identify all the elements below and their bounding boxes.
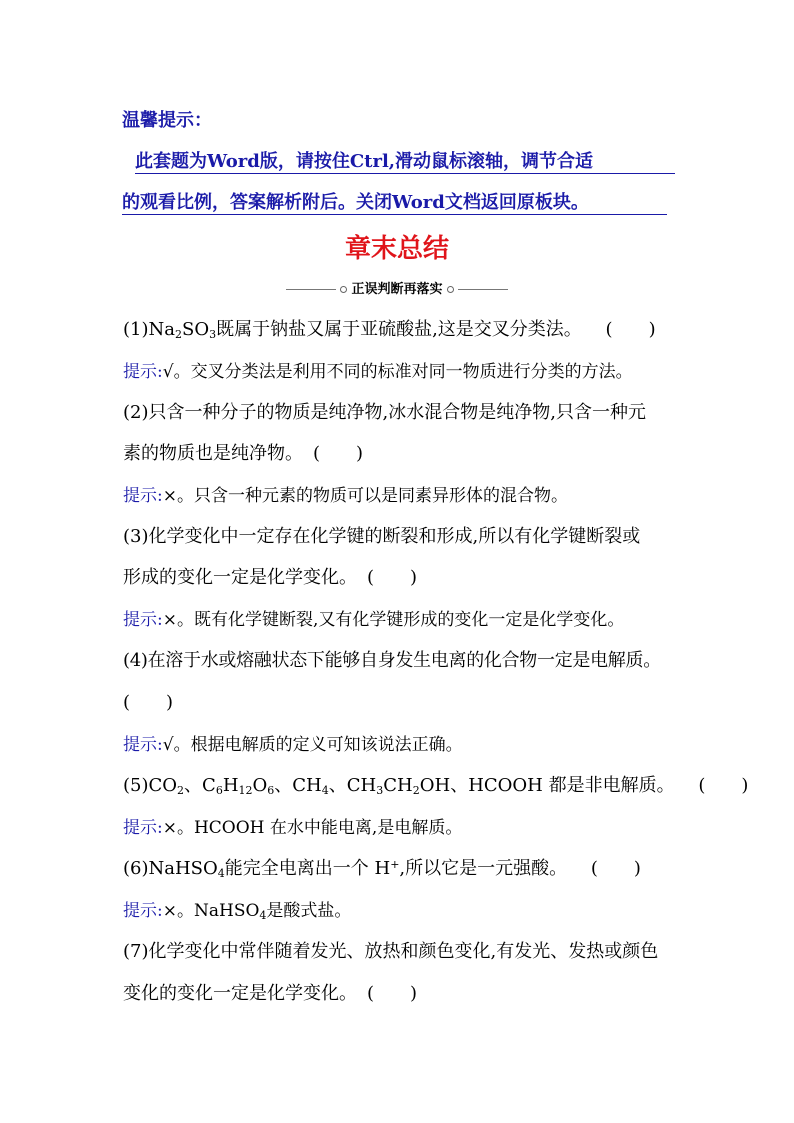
banner-line-right <box>458 289 508 290</box>
hint-1: 提示:√。交叉分类法是利用不同的标准对同一物质进行分类的方法。 <box>123 362 633 382</box>
notice-heading: 温馨提示： <box>122 110 212 131</box>
hint-3: 提示:×。既有化学键断裂,又有化学键形成的变化一定是化学变化。 <box>123 610 625 630</box>
question-2-line-2: 素的物质也是纯净物。 ( ) <box>123 443 364 464</box>
question-7-line-2: 变化的变化一定是化学变化。 ( ) <box>123 983 418 1004</box>
hint-4: 提示:√。根据电解质的定义可知该说法正确。 <box>123 735 463 755</box>
notice-line-2: 的观看比例，答案解析附后。关闭Word文档返回原板块。 <box>122 188 667 215</box>
question-6: (6)NaHSO$_4$能完全电离出一个 H+,所以它是一元强酸。 ( ) <box>123 858 641 880</box>
question-1: $(1)Na_2SO_3$既属于钠盐又属于亚硫酸盐,这是交叉分类法。 ( ) <box>123 319 656 341</box>
question-5: $(5)CO_2$、$C_6H_{12}O_6$、$CH_4$、$CH_3CH_2OH$、HCOOH 都是非电解质。 ( ) <box>123 775 749 797</box>
hint-6: 提示:×。NaHSO$_4$是酸式盐。 <box>123 901 352 922</box>
answer-blank: ( ) <box>698 775 749 796</box>
answer-blank: ( ) <box>313 443 364 464</box>
answer-blank: ( ) <box>605 319 656 340</box>
question-3-line-2: 形成的变化一定是化学变化。 ( ) <box>123 567 418 588</box>
question-7-line-1: (7)化学变化中常伴随着发光、放热和颜色变化,有发光、发热或颜色 <box>123 941 659 962</box>
banner-dot-icon <box>447 286 454 293</box>
hint-label: 提示: <box>123 818 163 838</box>
notice-line-1: 此套题为Word版，请按住Ctrl,滑动鼠标滚轴，调节合适 <box>135 147 675 174</box>
question-4-line-1: (4)在溶于水或熔融状态下能够自身发生电离的化合物一定是电解质。 <box>123 650 661 671</box>
answer-blank: ( ) <box>367 983 418 1004</box>
hint-2: 提示:×。只含一种元素的物质可以是同素异形体的混合物。 <box>123 486 568 506</box>
banner-line-left <box>286 289 336 290</box>
answer-blank: ( ) <box>367 567 418 588</box>
hint-label: 提示: <box>123 735 163 755</box>
answer-blank: ( ) <box>590 858 641 879</box>
banner-dot-icon <box>340 286 347 293</box>
page-title: 章末总结 <box>344 234 449 264</box>
hint-label: 提示: <box>123 486 163 506</box>
hint-5: 提示:×。HCOOH 在水中能电离,是电解质。 <box>123 818 463 838</box>
answer-blank: ( ) <box>123 692 174 713</box>
hint-label: 提示: <box>123 610 163 630</box>
banner-label: 正误判断再落实 <box>351 282 443 297</box>
question-2-line-1: (2)只含一种分子的物质是纯净物,冰水混合物是纯净物,只含一种元 <box>123 402 646 423</box>
hint-label: 提示: <box>123 901 163 921</box>
hint-label: 提示: <box>123 362 163 382</box>
section-banner <box>0 278 794 297</box>
question-3-line-1: (3)化学变化中一定存在化学键的断裂和形成,所以有化学键断裂或 <box>123 526 641 547</box>
